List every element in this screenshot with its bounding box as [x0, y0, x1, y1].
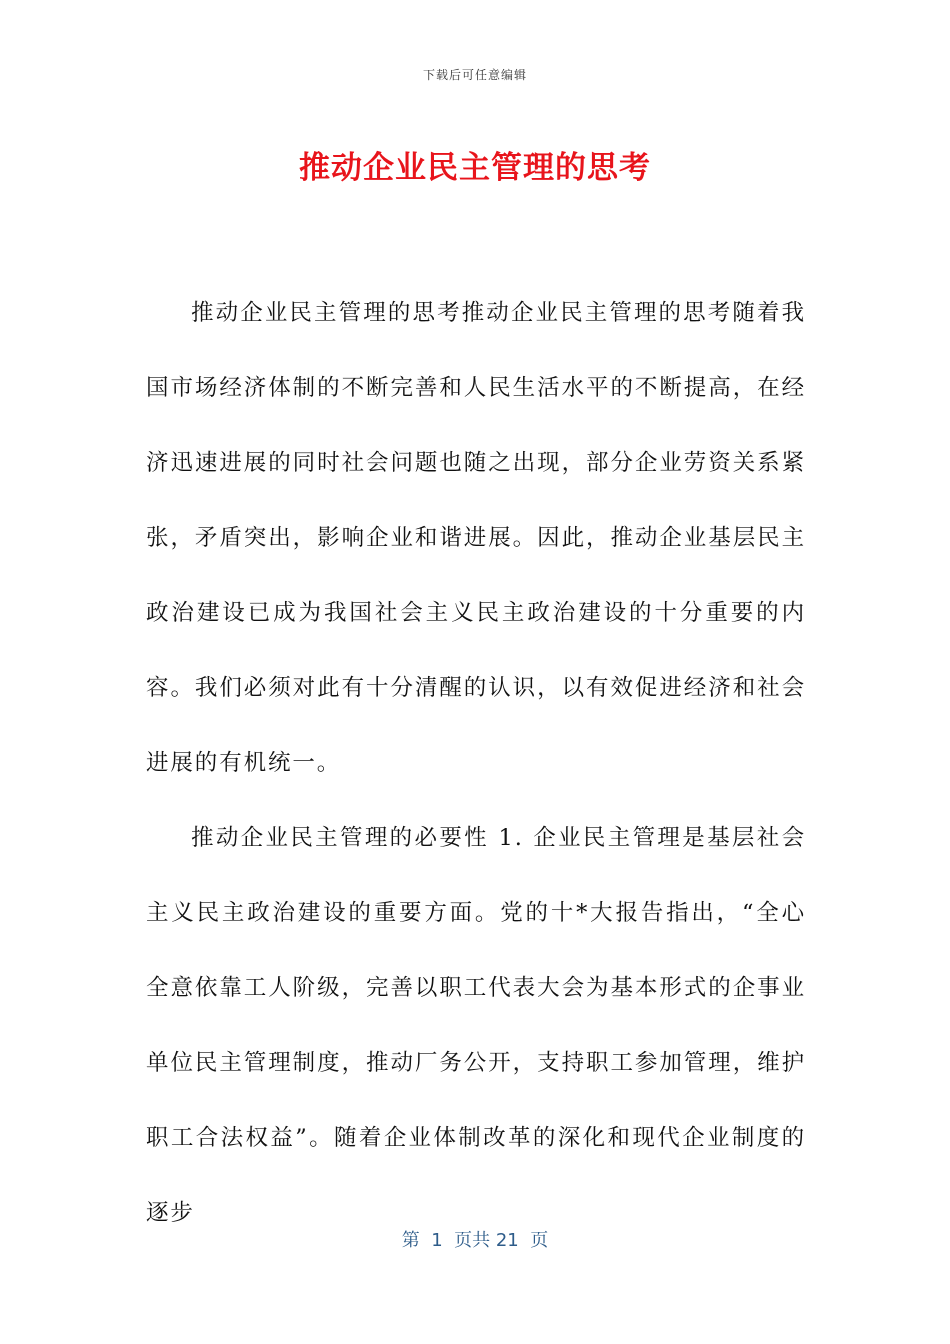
paragraph-1: 推动企业民主管理的思考推动企业民主管理的思考随着我国市场经济体制的不断完善和人民生活水平的不断提高，在经济迅速进展的同时社会问题也随之出现，部分企业劳资关系紧张，矛盾突出，影响企业和谐进展。因此，推动企业基层民主政治建设已成为我国社会主义民主政治建设的十分重要的内容。我们必须对此有十分清醒的认识，以有效促进经济和社会进展的有机统一。: [146, 300, 806, 776]
paragraph-2: 推动企业民主管理的必要性 1. 企业民主管理是基层社会主义民主政治建设的重要方面。党的十*大报告指出，“全心全意依靠工人阶级，完善以职工代表大会为基本形式的企事业单位民主管理制度，推动厂务公开，支持职工参加管理，维护职工合法权益”。随着企业体制改革的深化和现代企业制度的逐步: [146, 825, 806, 1226]
page-number-footer: 第 1 页共 21 页: [401, 1230, 549, 1251]
document-title: 推动企业民主管理的思考: [299, 150, 651, 186]
header-note: 下载后可任意编辑: [422, 68, 527, 82]
document-body: [146, 276, 806, 1251]
